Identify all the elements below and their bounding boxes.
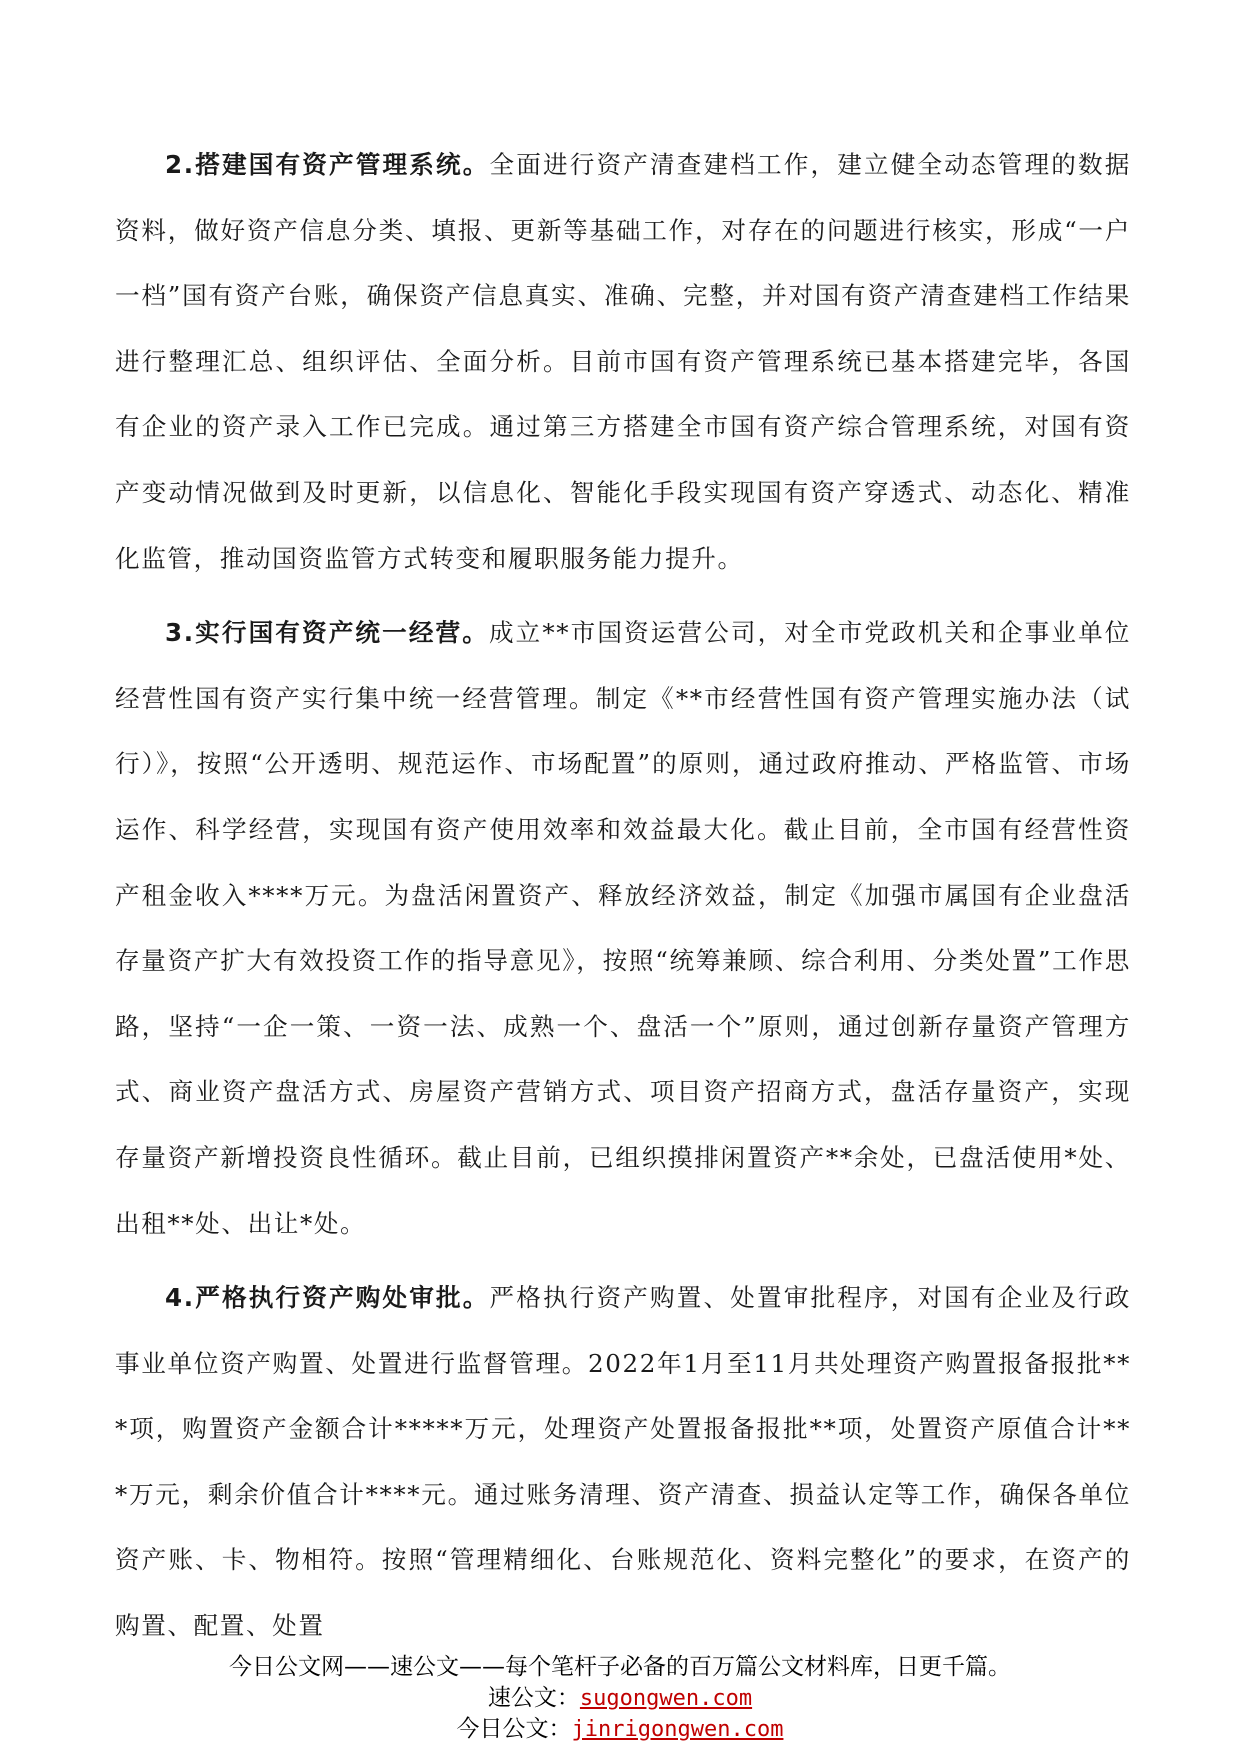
paragraph-purchase-approval: [115, 1265, 1131, 1659]
paragraph-asset-management-system: [115, 132, 1131, 591]
footer-link-row-1: [0, 1683, 1240, 1714]
paragraph-heading: 2.搭建国有资产管理系统。: [165, 150, 490, 179]
footer-link-label: 今日公文：: [456, 1716, 572, 1742]
jinrigongwen-link[interactable]: jinrigongwen.com: [571, 1717, 784, 1742]
footer-link-label: 速公文：: [487, 1685, 580, 1711]
footer-link-row-2: [0, 1714, 1240, 1745]
sugongwen-link[interactable]: sugongwen.com: [579, 1686, 753, 1711]
paragraph-unified-operation: [115, 600, 1131, 1256]
paragraph-text: 成立**市国资运营公司，对全市党政机关和企事业单位经营性国有资产实行集中统一经营管理。制定《**市经营性国有资产管理实施办法（试行）》，按照“公开透明、规范运作、市场配置”的原则，通过政府推动、严格监管、市场运作、科学经营，实现国有资产使用效率和效益最大化。截止目前，全市国有经营性资产租金收入****万元。为盘活闲置资产、释放经济效益，制定《加强市属国有企业盘活存量资产扩大有效投资工作的指导意见》，按照“统筹兼顾、综合利用、分类处置”工作思路，坚持“一企一策、一资一法、成熟一个、盘活一个”原则，通过创新存量资产管理方式、商业资产盘活方式、房屋资产营销方式、项目资产招商方式，盘活存量资产，实现存量资产新增投资良性循环。截止目前，已组织摸排闲置资产**余处，已盘活使用*处、出租**处、出让*处。: [115, 618, 1131, 1238]
paragraph-heading: 3.实行国有资产统一经营。: [165, 618, 489, 648]
footer-banner: [0, 1652, 1240, 1745]
footer-tagline: 今日公文网——速公文——每个笔杆子必备的百万篇公文材料库，日更千篇。: [229, 1654, 1011, 1680]
paragraph-heading: 4.严格执行资产购处审批。: [165, 1283, 490, 1313]
paragraph-text: 严格执行资产购置、处置审批程序，对国有企业及行政事业单位资产购置、处置进行监督管理。2022年1月至11月共处理资产购置报备报批***项，购置资产金额合计*****万元，处理资产处置报备报批**项，处置资产原值合计***万元，剩余价值合计****元。通过账务清理、资产清查、损益认定等工作，确保各单位资产账、卡、物相符。按照“管理精细化、台账规范化、资料完整化”的要求，在资产的购置、配置、处置: [115, 1283, 1131, 1641]
document-body: [115, 132, 1131, 1668]
paragraph-text: 全面进行资产清查建档工作，建立健全动态管理的数据资料，做好资产信息分类、填报、更新等基础工作，对存在的问题进行核实，形成“一户一档”国有资产台账，确保资产信息真实、准确、完整，并对国有资产清查建档工作结果进行整理汇总、组织评估、全面分析。目前市国有资产管理系统已基本搭建完毕，各国有企业的资产录入工作已完成。通过第三方搭建全市国有资产综合管理系统，对国有资产变动情况做到及时更新，以信息化、智能化手段实现国有资产穿透式、动态化、精准化监管，推动国资监管方式转变和履职服务能力提升。: [115, 150, 1131, 573]
